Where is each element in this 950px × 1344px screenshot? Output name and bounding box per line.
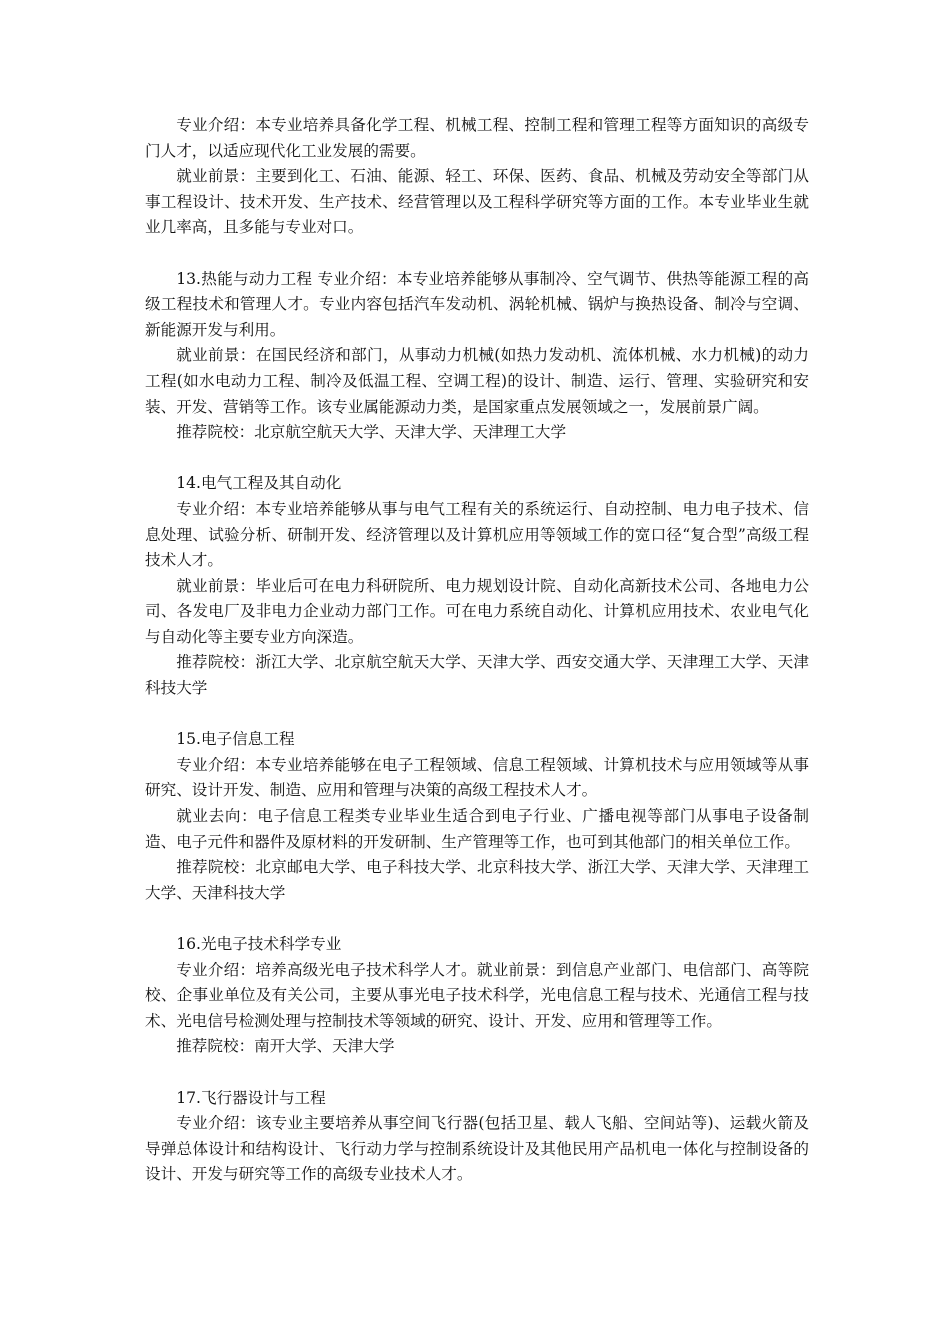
section-16 xyxy=(145,932,809,1060)
section-paragraph: 专业介绍：本专业培养能够从事与电气工程有关的系统运行、自动控制、电力电子技术、信息处理、试验分析、研制开发、经济管理以及计算机应用等领域工作的宽口径“复合型”高级工程技术人才。 xyxy=(145,499,809,570)
section-title: 13.热能与动力工程 专业介绍：本专业培养能够从事制冷、空气调节、供热等能源工程的高级工程技术和管理人才。专业内容包括汽车发动机、涡轮机械、锅炉与换热设备、制冷与空调、新能源开发与利用。 xyxy=(145,269,809,339)
section-paragraph: 专业介绍：本专业培养能够在电子工程领域、信息工程领域、计算机技术与应用领域等从事研究、设计开发、制造、应用和管理与决策的高级工程技术人才。 xyxy=(145,755,809,800)
employment-paragraph: 就业前景：主要到化工、石油、能源、轻工、环保、医药、食品、机械及劳动安全等部门从事工程设计、技术开发、生产技术、经营管理以及工程科学研究等方面的工作。本专业毕业生就业几率高，且多能与专业对口。 xyxy=(145,167,809,237)
section-title: 16.光电子技术科学专业 xyxy=(176,935,342,953)
document-page xyxy=(145,113,809,1188)
section-gap xyxy=(145,906,809,932)
section-paragraph: 推荐院校：浙江大学、北京航空航天大学、天津大学、西安交通大学、天津理工大学、天津科技大学 xyxy=(145,653,809,698)
section-17 xyxy=(145,1086,809,1188)
section-title: 17.飞行器设计与工程 xyxy=(176,1088,326,1107)
intro-paragraph: 专业介绍：本专业培养具备化学工程、机械工程、控制工程和管理工程等方面知识的高级专门人才，以适应现代化工业发展的需要。 xyxy=(145,116,809,160)
section-paragraph: 专业介绍：培养高级光电子技术科学人才。就业前景：到信息产业部门、电信部门、高等院校、企事业单位及有关公司，主要从事光电子技术科学，光电信息工程与技术、光通信工程与技术、光电信号检测处理与控制技术等领域的研究、设计、开发、应用和管理等工作。 xyxy=(145,960,809,1030)
section-paragraph: 就业前景：在国民经济和部门，从事动力机械(如热力发动机、流体机械、水力机械)的动力工程(如水电动力工程、制冷及低温工程、空调工程)的设计、制造、运行、管理、实验研究和安装、开发、营销等工作。该专业属能源动力类，是国家重点发展领域之一，发展前景广阔。 xyxy=(145,346,809,416)
section-title: 14.电气工程及其自动化 xyxy=(176,474,342,493)
section-paragraph: 专业介绍：该专业主要培养从事空间飞行器(包括卫星、载人飞船、空间站等)、运载火箭及导弹总体设计和结构设计、飞行动力学与控制系统设计及其他民用产品机电一体化与控制设备的设计、开发与研究等工作的高级专业技术人才。 xyxy=(145,1114,809,1184)
section-paragraph: 就业前景：毕业后可在电力科研院所、电力规划设计院、自动化高新技术公司、各地电力公司、各发电厂及非电力企业动力部门工作。可在电力系统自动化、计算机应用技术、农业电气化与自动化等主要专业方向深造。 xyxy=(145,576,809,646)
section-paragraph: 推荐院校：北京航空航天大学、天津大学、天津理工大学 xyxy=(176,423,567,442)
section-paragraph: 推荐院校：北京邮电大学、电子科技大学、北京科技大学、浙江大学、天津大学、天津理工大学、天津科技大学 xyxy=(145,858,809,902)
section-gap xyxy=(145,1060,809,1086)
section-15 xyxy=(145,727,809,906)
section-paragraph: 就业去向：电子信息工程类专业毕业生适合到电子行业、广播电视等部门从事电子设备制造、电子元件和器件及原材料的开发研制、生产管理等工作，也可到其他部门的相关单位工作。 xyxy=(145,807,809,851)
section-gap xyxy=(145,702,809,728)
section-gap xyxy=(145,241,809,267)
section-gap xyxy=(145,446,809,472)
section-paragraph: 推荐院校：南开大学、天津大学 xyxy=(176,1037,395,1056)
section-title: 15.电子信息工程 xyxy=(176,730,295,749)
section-13 xyxy=(145,267,809,446)
section-14 xyxy=(145,471,809,701)
intro-block xyxy=(145,113,809,241)
